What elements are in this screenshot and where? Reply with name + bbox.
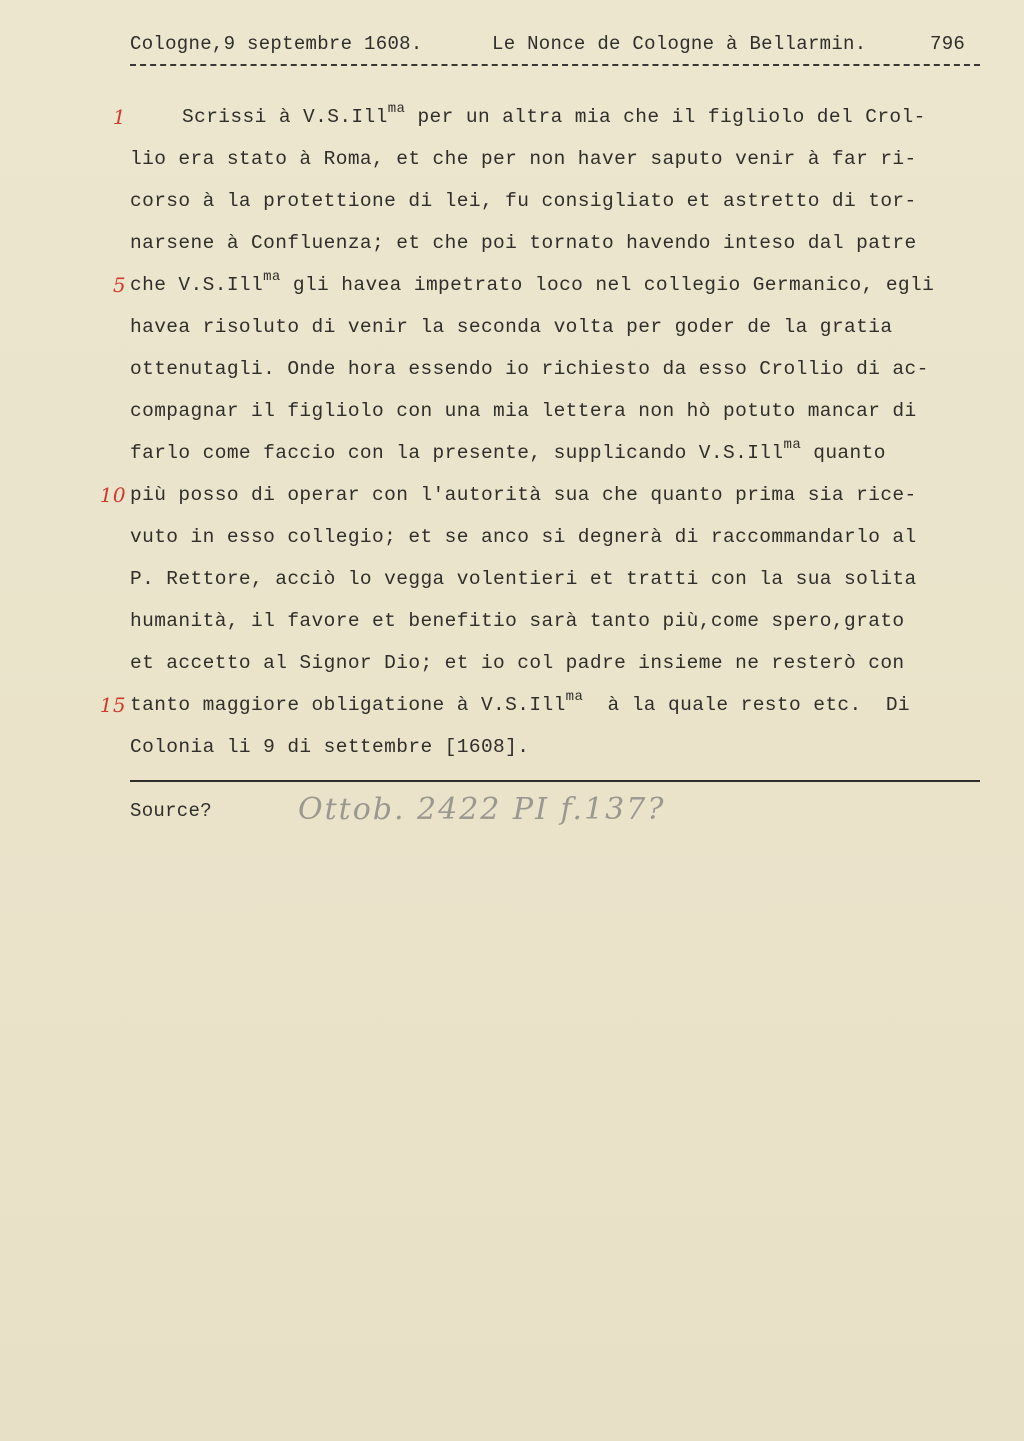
line-number-marker: 15: [99, 693, 126, 717]
letter-line: [130, 306, 1010, 348]
page-number: 796: [930, 33, 966, 55]
line-text: havea risoluto di venir la seconda volta per goder de la gratia: [130, 316, 893, 338]
superscript-abbrev: ma: [263, 269, 281, 285]
line-text: che V.S.Ill: [130, 274, 264, 296]
line-text: farlo come faccio con la presente, supplicando V.S.Ill: [130, 442, 784, 464]
superscript-abbrev: ma: [783, 437, 802, 453]
letter-line: [112, 96, 1010, 138]
line-text: compagnar il figliolo con una mia lettera non hò potuto mancar di: [130, 400, 917, 422]
letter-line: [130, 516, 1010, 558]
superscript-abbrev: ma: [565, 689, 584, 705]
line-text: et accetto al Signor Dio; et io col padre insieme ne resterò con: [130, 652, 905, 674]
letter-line: [112, 264, 1010, 306]
letter-line: [130, 600, 1010, 642]
letter-title: Le Nonce de Cologne à Bellarmin.: [492, 33, 867, 55]
letter-line: [130, 726, 1010, 768]
letter-line: [130, 222, 1010, 264]
line-text-continued: per un altra mia che il figliolo del Crol-: [405, 106, 926, 128]
line-text-continued: gli havea impetrato loco nel collegio Germanico, egli: [280, 274, 935, 296]
letter-line: [130, 642, 1010, 684]
letter-line: [99, 684, 1010, 726]
handwritten-note: Ottob. 2422 PI f.137?: [298, 792, 666, 827]
letter-body: [99, 96, 1010, 768]
line-text: corso à la protettione di lei, fu consigliato et astretto di tor-: [130, 190, 917, 212]
letter-line: [130, 348, 1010, 390]
letter-line: [99, 474, 1010, 516]
letter-line: [130, 138, 1010, 180]
line-text: narsene à Confluenza; et che poi tornato havendo inteso dal patre: [130, 232, 917, 254]
line-text: tanto maggiore obligatione à V.S.Ill: [130, 694, 566, 716]
line-text-continued: à la quale resto etc. Di: [583, 694, 911, 716]
line-text: lio era stato à Roma, et che per non haver saputo venir à far ri-: [130, 148, 917, 170]
letter-line: [130, 432, 1010, 474]
line-number-marker: 1: [112, 105, 126, 129]
superscript-abbrev: ma: [387, 101, 406, 117]
line-text: Colonia li 9 di settembre [1608].: [130, 736, 530, 758]
source-label: Source?: [130, 800, 212, 822]
line-text: più posso di operar con l'autorità sua che quanto prima sia rice-: [130, 484, 917, 506]
line-text: ottenutagli. Onde hora essendo io richiesto da esso Crollio di ac-: [130, 358, 929, 380]
line-text: vuto in esso collegio; et se anco si degnerà di raccommandarlo al: [130, 526, 917, 548]
letter-line: [130, 390, 1010, 432]
footer-divider: [130, 780, 980, 782]
line-number-marker: 5: [112, 273, 126, 297]
line-text: humanità, il favore et benefitio sarà tanto più,come spero,grato: [130, 610, 905, 632]
letter-line: [130, 558, 1010, 600]
letter-line: [130, 180, 1010, 222]
line-text: P. Rettore, acciò lo vegga volentieri et tratti con la sua solita: [130, 568, 917, 590]
line-number-marker: 10: [99, 483, 126, 507]
header-divider: [130, 64, 980, 66]
line-text: Scrissi à V.S.Ill: [182, 106, 388, 128]
line-text-continued: quanto: [801, 442, 886, 464]
letter-date: Cologne,9 septembre 1608.: [130, 33, 423, 55]
